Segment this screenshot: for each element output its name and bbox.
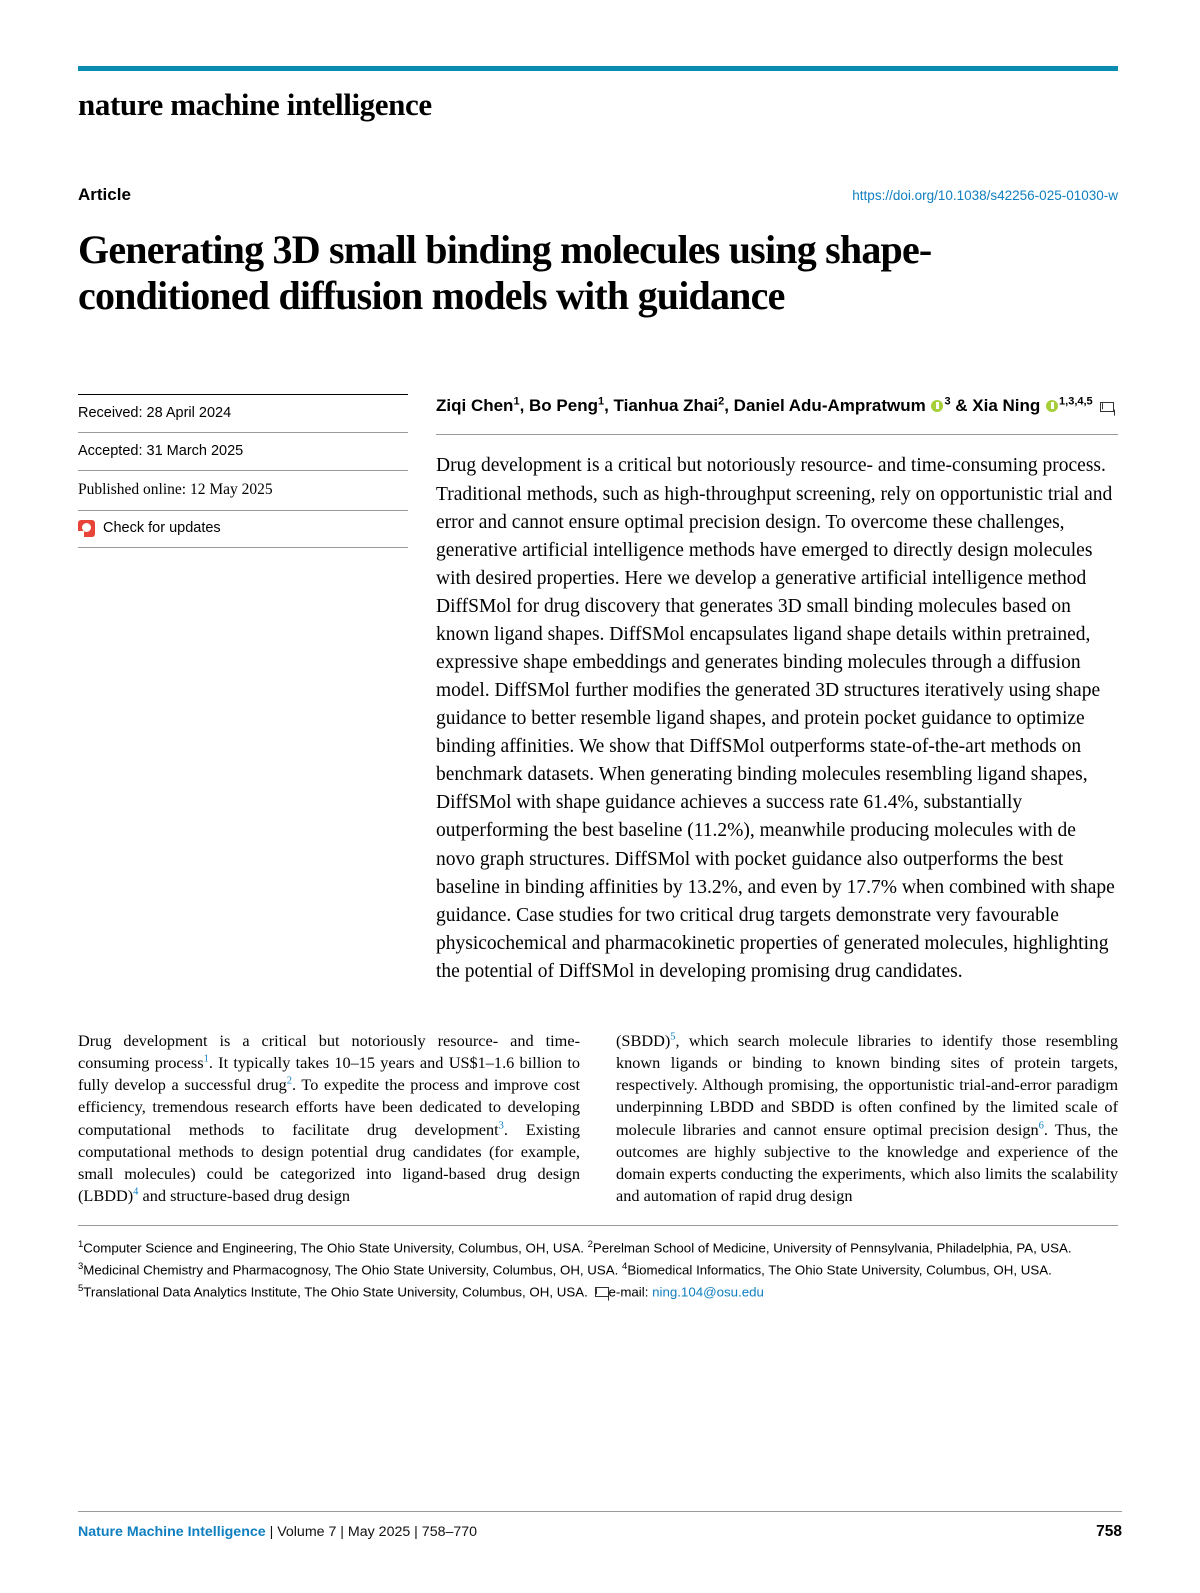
publication-history [78,394,408,986]
accepted-date: Accepted: 31 March 2025 [78,432,408,470]
page-title: Generating 3D small binding molecules using shape-conditioned diffusion models with guidance [78,227,932,319]
meta-and-abstract [78,394,1118,986]
received-date: Received: 28 April 2024 [78,394,408,432]
page-content [78,0,1118,1303]
masthead-rule [78,66,1118,71]
check-for-updates-label: Check for updates [103,520,221,537]
affiliations: $^1$Computer Science and Engineering, The Ohio State University, Columbus, OH, USA. $^2$Perelman School of Medicine, University of Pennsylvania, Philadelphia, PA, USA. $^3$Medicinal Chemistry and Pharmacognosy, The Ohio State University, Columbus, OH, USA. $^4$Biomedical Informatics, The Ohio State University, Columbus, OH, USA. $^5$Translational Data Analytics Institute, The Ohio State University, Columbus, OH, USA. e-mail: ning.104@osu.edu [78,1225,1118,1303]
author-list: Ziqi Chen$^1$, Bo Peng$^1$, Tianhua Zhai$^2$, Daniel Adu-Ampratwum $^3$ & Xia Ning $^{1,3,4,5}$ [436,394,1118,436]
doi-link[interactable]: https://doi.org/10.1038/s42256-025-01030-w [852,188,1118,203]
corresponding-email-link[interactable]: ning.104@osu.edu [652,1284,764,1300]
crossmark-icon [78,520,95,537]
article-type-label: Article [78,185,131,204]
page-footer [78,1511,1122,1541]
page-number: 758 [1096,1523,1122,1540]
article-header-row [78,185,1118,205]
footer-volume-info: | Volume 7 | May 2025 | 758–770 [265,1524,478,1540]
authors-and-abstract [436,394,1118,986]
check-for-updates-button[interactable] [78,510,408,548]
footer-journal-name: Nature Machine Intelligence [78,1524,266,1540]
body-column-right: (SBDD)$^5$, which search molecule libraries to identify those resembling known ligands or binding to known binding sites of protein targets, respectively. Although promising, the opportunistic trial-and-error paradigm underpinning LBDD and SBDD is often confined by the limited scale of molecule libraries and cannot ensure optimal precision design$^6$. Thus, the outcomes are highly subjective to the knowledge and experience of the domain experts conducting the experiments, which also limits the scalability and automation of rapid drug design [616,1030,1118,1205]
body-column-left: Drug development is a critical but notoriously resource- and time-consuming process$^1$. It typically takes 10–15 years and US$1–1.6 billion to fully develop a successful drug$^2$. To expedite the process and improve cost efficiency, tremendous research efforts have been dedicated to developing computational methods to facilitate drug development$^3$. Existing computational methods to design potential drug candidates (for example, small molecules) could be categorized into ligand-based drug design (LBDD)$^4$ and structure-based drug design [78,1030,580,1205]
journal-masthead: nature machine intelligence [78,87,432,122]
footer-citation [78,1524,477,1540]
abstract-text: Drug development is a critical but notoriously resource- and time-consuming process. Traditional methods, such as high-throughput screening, rely on opportunistic trial and error and cannot ensure optimal precision design. To overcome these challenges, generative artificial intelligence methods have emerged to directly design molecules with desired properties. Here we develop a generative artificial intelligence method DiffSMol for drug discovery that generates 3D small binding molecules based on known ligand shapes. DiffSMol encapsulates ligand shape details within pretrained, expressive shape embeddings and generates binding molecules through a diffusion model. DiffSMol further modifies the generated 3D structures iteratively using shape guidance to better resemble ligand shapes, and protein pocket guidance to optimize binding affinities. We show that DiffSMol outperforms state-of-the-art methods on benchmark datasets. When generating binding molecules resembling ligand shapes, DiffSMol with shape guidance achieves a success rate 61.4%, substantially outperforming the best baseline (11.2%), meanwhile producing molecules with de novo graph structures. DiffSMol with pocket guidance also outperforms the best baseline in binding affinities by 13.2%, and even by 17.7% when combined with shape guidance. Case studies for two critical drug targets demonstrate very favourable physicochemical and pharmacokinetic properties of generated molecules, highlighting the potential of DiffSMol in developing promising drug candidates. [436,455,1115,982]
published-date: Published online: 12 May 2025 [78,470,408,510]
body-columns [78,1030,1118,1207]
